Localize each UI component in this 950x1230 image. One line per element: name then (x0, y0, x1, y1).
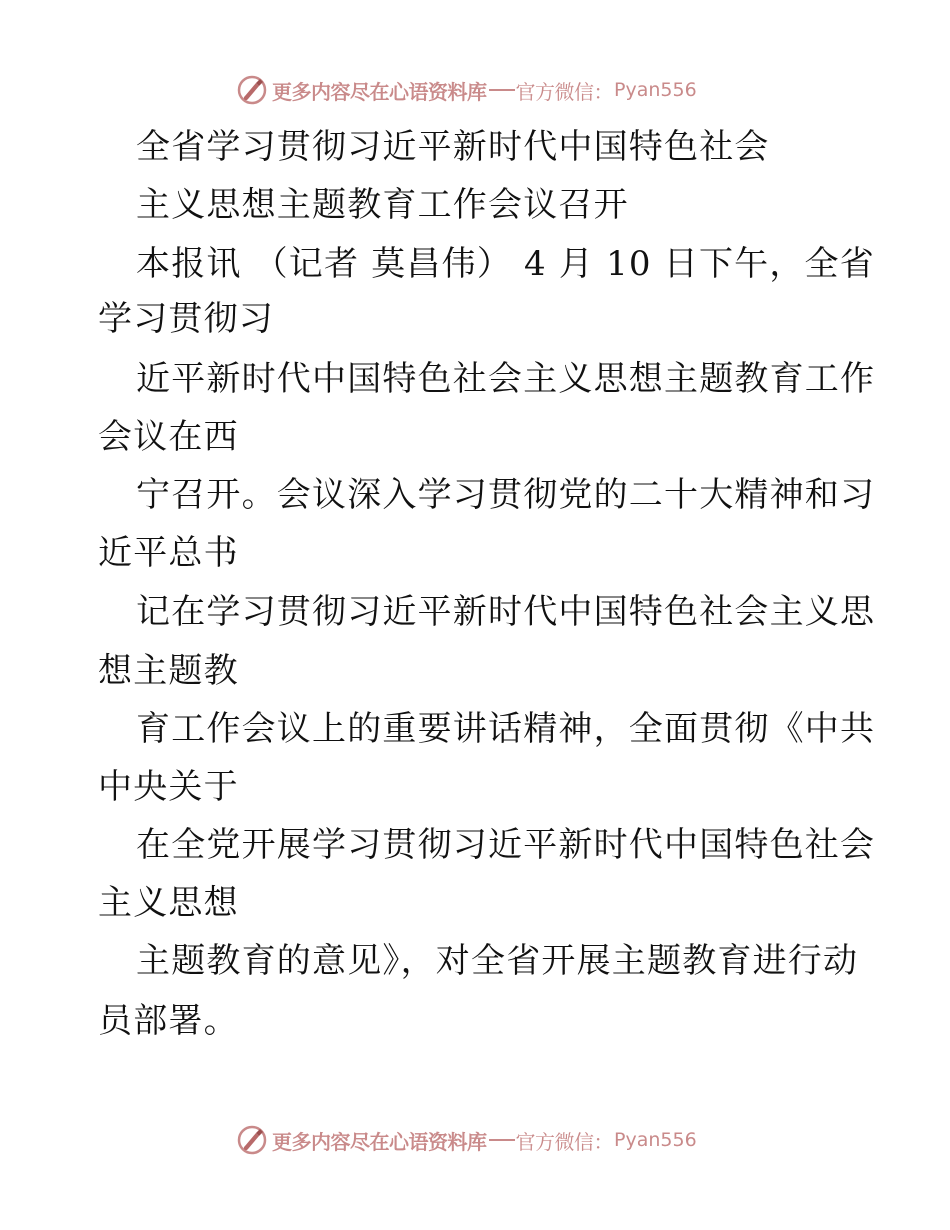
body-line: 中央关于 (98, 767, 239, 807)
watermark-wechat-label: 官方微信： (515, 79, 613, 104)
watermark-dash (489, 1139, 515, 1141)
body-line: 育工作会议上的重要讲话精神，全面贯彻《中共 (136, 709, 876, 749)
body-line: 本报讯 （记者 莫昌伟） 4 月 10 日下午，全省 (136, 244, 875, 284)
body-line: 想主题教 (98, 651, 239, 691)
body-line: 主题教育的意见》，对全省开展主题教育进行动 (136, 941, 859, 981)
watermark-logo-icon (236, 1124, 268, 1156)
watermark-wechat-id: Pyan556 (614, 1129, 697, 1151)
watermark-header (236, 73, 697, 107)
watermark-dash (489, 89, 515, 91)
body-line: 近平新时代中国特色社会主义思想主题教育工作 (136, 359, 876, 399)
body-line: 记在学习贯彻习近平新时代中国特色社会主义思 (136, 592, 876, 632)
title-line-1: 全省学习贯彻习近平新时代中国特色社会 (136, 127, 770, 167)
watermark-text: 更多内容尽在心语资料库 (272, 79, 487, 104)
watermark-wechat-id: Pyan556 (614, 79, 697, 101)
watermark-wechat-label: 官方微信： (515, 1129, 613, 1154)
body-line: 主义思想 (98, 883, 239, 923)
body-line: 员部署。 (98, 1001, 239, 1041)
body-line: 近平总书 (98, 533, 239, 573)
watermark-footer (236, 1123, 697, 1157)
watermark-text: 更多内容尽在心语资料库 (272, 1129, 487, 1154)
body-line: 在全党开展学习贯彻习近平新时代中国特色社会 (136, 825, 876, 865)
body-line: 会议在西 (98, 417, 239, 457)
title-line-2: 主义思想主题教育工作会议召开 (136, 185, 629, 225)
body-line: 学习贯彻习 (98, 299, 274, 339)
body-line: 宁召开。会议深入学习贯彻党的二十大精神和习 (136, 475, 876, 515)
watermark-logo-icon (236, 74, 268, 106)
